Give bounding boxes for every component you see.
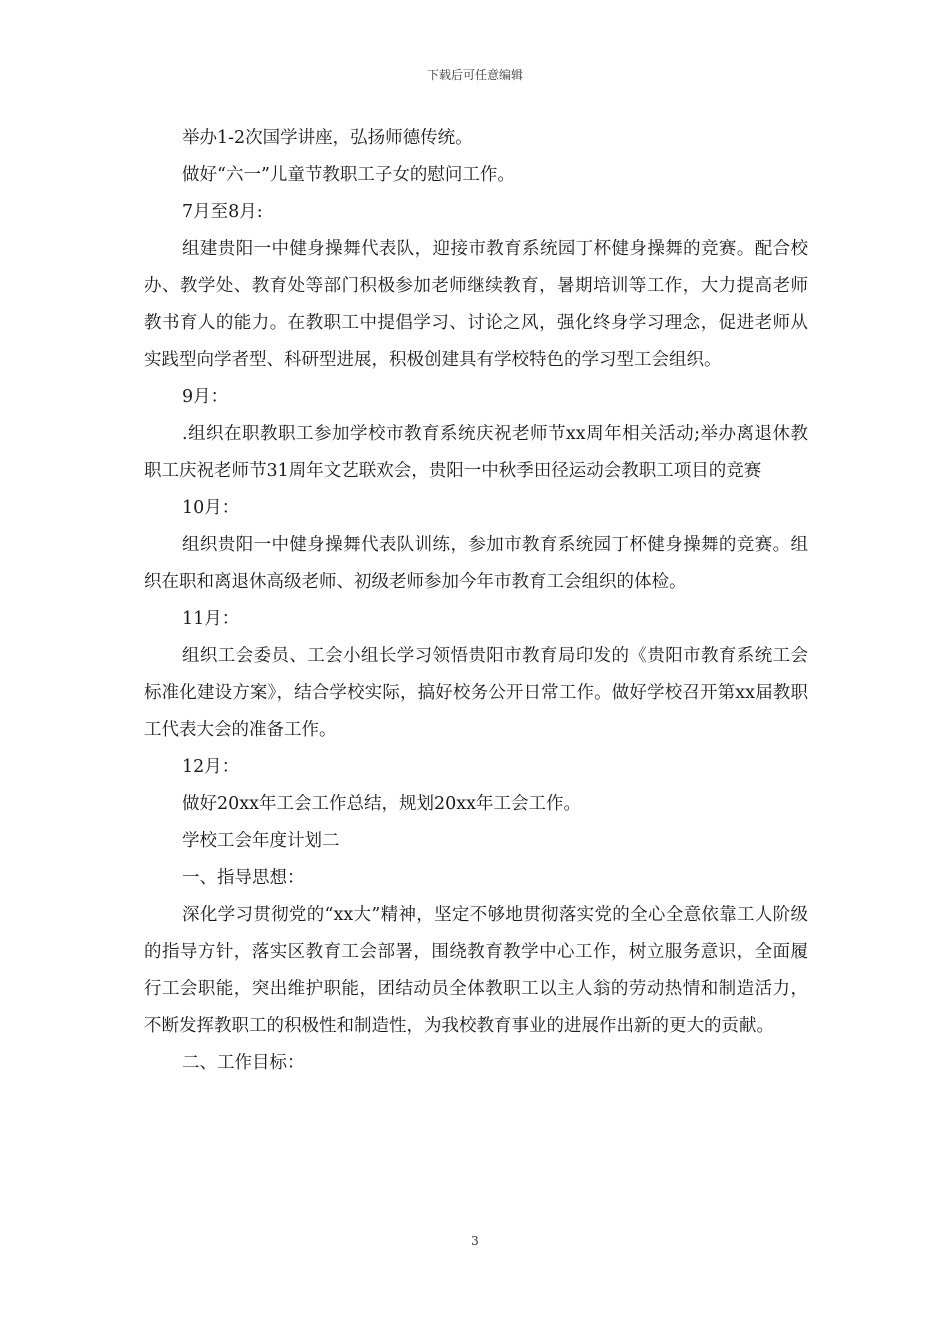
paragraph-2: 做好“六一”儿童节教职工子女的慰问工作。 <box>182 165 515 185</box>
paragraph-10: 组织工会委员、工会小组长学习领悟贵阳市教育局印发的《贵阳市教育系统工会标准化建设方案》，结合学校实际，搞好校务公开日常工作。做好学校召开第xx届教职工代表大会的准备工作。 <box>144 646 808 740</box>
paragraph-3: 7月至8月: <box>182 202 263 222</box>
paragraph-7: 10月： <box>182 498 240 518</box>
paragraph-14: 一、指导思想： <box>182 868 305 888</box>
page-header: 下载后可任意编辑 <box>426 68 523 82</box>
paragraph-5: 9月： <box>182 387 229 407</box>
page-number: 3 <box>471 1234 479 1248</box>
paragraph-16: 二、工作目标： <box>182 1053 305 1073</box>
paragraph-8: 组织贵阳一中健身操舞代表队训练，参加市教育系统园丁杯健身操舞的竞赛。组织在职和离退休高级老师、初级老师参加今年市教育工会组织的体检。 <box>144 535 808 592</box>
paragraph-11: 12月： <box>182 757 240 777</box>
paragraph-12: 做好20xx年工会工作总结，规划20xx年工会工作。 <box>182 794 582 814</box>
document-body <box>144 120 808 1082</box>
paragraph-9: 11月： <box>182 609 240 629</box>
paragraph-13: 学校工会年度计划二 <box>182 831 340 851</box>
paragraph-4: 组建贵阳一中健身操舞代表队，迎接市教育系统园丁杯健身操舞的竞赛。配合校办、教学处、教育处等部门积极参加老师继续教育，暑期培训等工作，大力提高老师教书育人的能力。在教职工中提倡学习、讨论之风，强化终身学习理念，促进老师从实践型向学者型、科研型进展，积极创建具有学校特色的学习型工会组织。 <box>144 239 808 370</box>
paragraph-1: 举办1-2次国学讲座，弘扬师德传统。 <box>182 128 473 148</box>
paragraph-15: 深化学习贯彻党的“xx大”精神，坚定不够地贯彻落实党的全心全意依靠工人阶级的指导方针，落实区教育工会部署，围绕教育教学中心工作，树立服务意识，全面履行工会职能，突出维护职能，团结动员全体教职工以主人翁的劳动热情和制造活力，不断发挥教职工的积极性和制造性，为我校教育事业的进展作出新的更大的贡献。 <box>144 905 808 1036</box>
paragraph-6: .组织在职教职工参加学校市教育系统庆祝老师节xx周年相关活动;举办离退休教职工庆祝老师节31周年文艺联欢会，贵阳一中秋季田径运动会教职工项目的竞赛 <box>144 424 808 481</box>
